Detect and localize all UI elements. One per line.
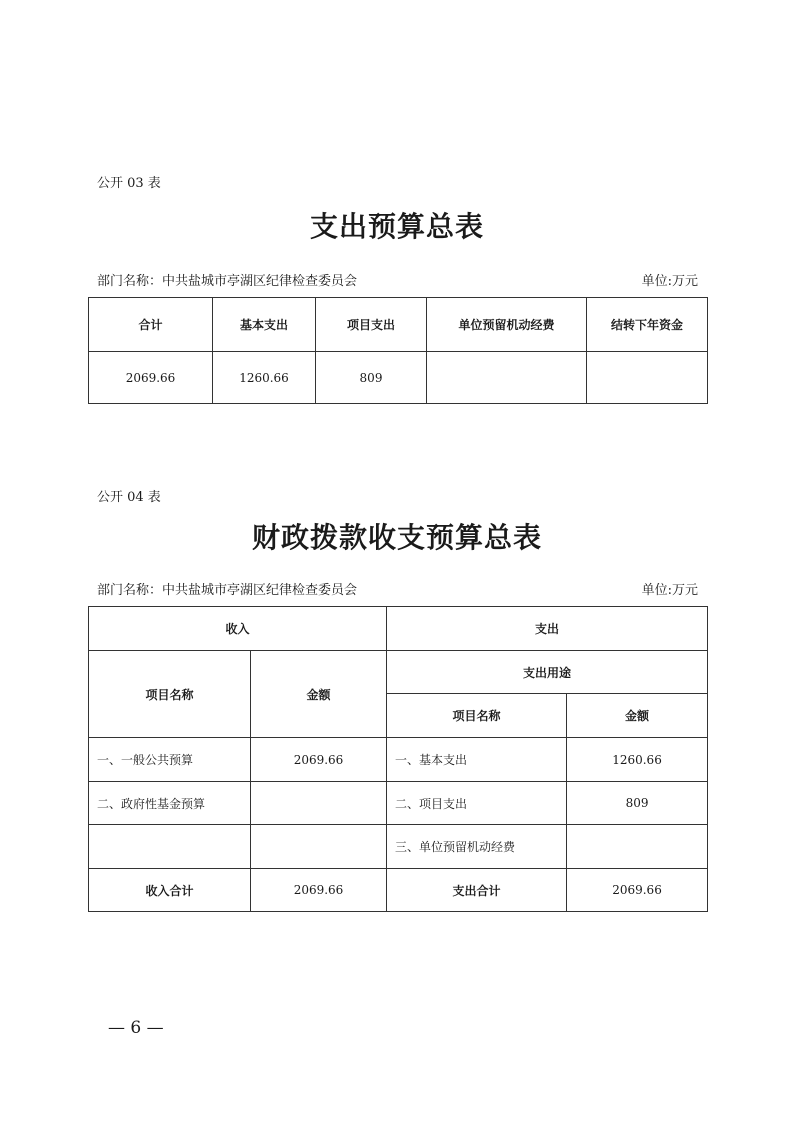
income-amount (251, 782, 387, 825)
cell-carryover (587, 352, 708, 404)
fiscal-budget-table (88, 606, 708, 912)
cell-basic: 1260.66 (213, 352, 316, 404)
table03-title: 支出预算总表 (309, 210, 484, 243)
expense-amount: 1260.66 (567, 738, 708, 782)
expense-header: 支出 (387, 607, 708, 651)
income-header: 收入 (89, 607, 387, 651)
usage-header: 支出用途 (387, 651, 708, 694)
header-total: 合计 (89, 298, 213, 352)
table04-dept: 部门名称：中共盐城市亭湖区纪律检查委员会 (97, 583, 358, 598)
header-project: 项目支出 (316, 298, 427, 352)
header-carryover: 结转下年资金 (587, 298, 708, 352)
table04-title: 财政拨款收支预算总表 (251, 521, 542, 554)
expense-amount: 809 (567, 782, 708, 825)
expense-name: 二、项目支出 (387, 782, 567, 825)
cell-reserve (427, 352, 587, 404)
expense-name: 一、基本支出 (387, 738, 567, 782)
table03-dept: 部门名称：中共盐城市亭湖区纪律检查委员会 (97, 274, 358, 289)
header-reserve: 单位预留机动经费 (427, 298, 587, 352)
cell-project: 809 (316, 352, 427, 404)
expense-item-name-header: 项目名称 (387, 694, 567, 738)
expense-amount-header: 金额 (567, 694, 708, 738)
income-amount (251, 825, 387, 869)
table-row (89, 782, 708, 825)
income-name: 一、一般公共预算 (89, 738, 251, 782)
table-row (89, 738, 708, 782)
income-total-label: 收入合计 (89, 869, 251, 912)
cell-total: 2069.66 (89, 352, 213, 404)
expense-budget-table (88, 297, 708, 404)
table04-unit: 单位:万元 (641, 583, 698, 598)
table03-unit: 单位:万元 (641, 274, 698, 289)
income-item-name-header: 项目名称 (89, 651, 251, 738)
page-number: — 6 — (108, 1018, 164, 1038)
income-amount: 2069.66 (251, 738, 387, 782)
table03-label: 公开 03 表 (97, 176, 161, 191)
total-row (89, 869, 708, 912)
income-total-amount: 2069.66 (251, 869, 387, 912)
income-name: 二、政府性基金预算 (89, 782, 251, 825)
expense-total-label: 支出合计 (387, 869, 567, 912)
expense-total-amount: 2069.66 (567, 869, 708, 912)
header-basic: 基本支出 (213, 298, 316, 352)
expense-amount (567, 825, 708, 869)
income-amount-header: 金额 (251, 651, 387, 738)
expense-name: 三、单位预留机动经费 (387, 825, 567, 869)
table04-label: 公开 04 表 (97, 490, 161, 505)
income-name (89, 825, 251, 869)
table-row (89, 825, 708, 869)
